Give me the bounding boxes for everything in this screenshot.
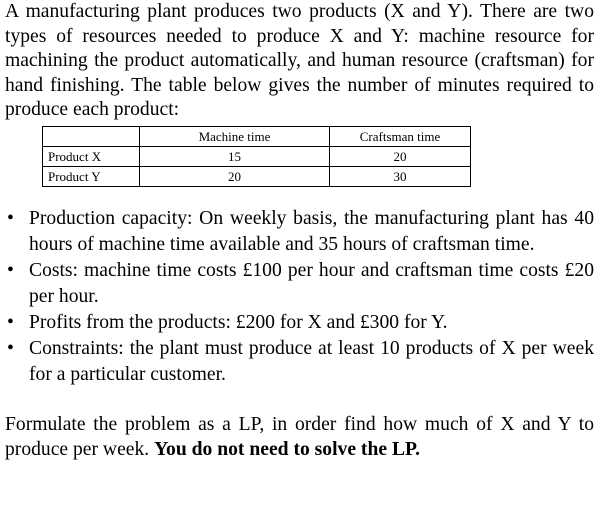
header-craftsman-time: Craftsman time <box>330 126 471 146</box>
bullet-list <box>5 206 594 388</box>
row-product-label: Product X <box>43 146 140 166</box>
bullet-text: Constraints: the plant must produce at least 10 products of X per week for a particular customer. <box>29 337 594 385</box>
table-row <box>43 166 471 186</box>
bullet-icon: • <box>7 207 14 229</box>
bullet-icon: • <box>7 259 14 281</box>
closing-instruction <box>5 412 594 462</box>
closing-text: Formulate the problem as a LP, in order find how much of X and Y to produce per week. <box>5 413 594 460</box>
row-craftsman-value: 30 <box>330 166 471 186</box>
table-row <box>43 146 471 166</box>
bullet-text: Production capacity: On weekly basis, the manufacturing plant has 40 hours of machine time available and 35 hours of craftsman time. <box>29 207 594 255</box>
header-machine-time: Machine time <box>140 126 330 146</box>
list-item <box>5 336 594 388</box>
minutes-table <box>42 126 471 187</box>
list-item <box>5 206 594 258</box>
row-craftsman-value: 20 <box>330 146 471 166</box>
row-product-label: Product Y <box>43 166 140 186</box>
bullet-text: Costs: machine time costs £100 per hour and craftsman time costs £20 per hour. <box>29 259 594 307</box>
bullet-icon: • <box>7 337 14 359</box>
list-item <box>5 310 594 336</box>
bullet-text: Profits from the products: £200 for X and £300 for Y. <box>29 311 448 333</box>
row-machine-value: 20 <box>140 166 330 186</box>
header-blank-cell <box>43 126 140 146</box>
problem-intro: A manufacturing plant produces two products (X and Y). There are two types of resources needed to produce X and Y: machine resource for machining the product automatically, and human resource (craftsman) for hand finishing. The table below gives the number of minutes required to produce each product: <box>5 1 594 120</box>
table-header-row <box>43 126 471 146</box>
bullet-icon: • <box>7 311 14 333</box>
row-machine-value: 15 <box>140 146 330 166</box>
closing-bold-note: You do not need to solve the LP. <box>154 438 421 460</box>
list-item <box>5 258 594 310</box>
